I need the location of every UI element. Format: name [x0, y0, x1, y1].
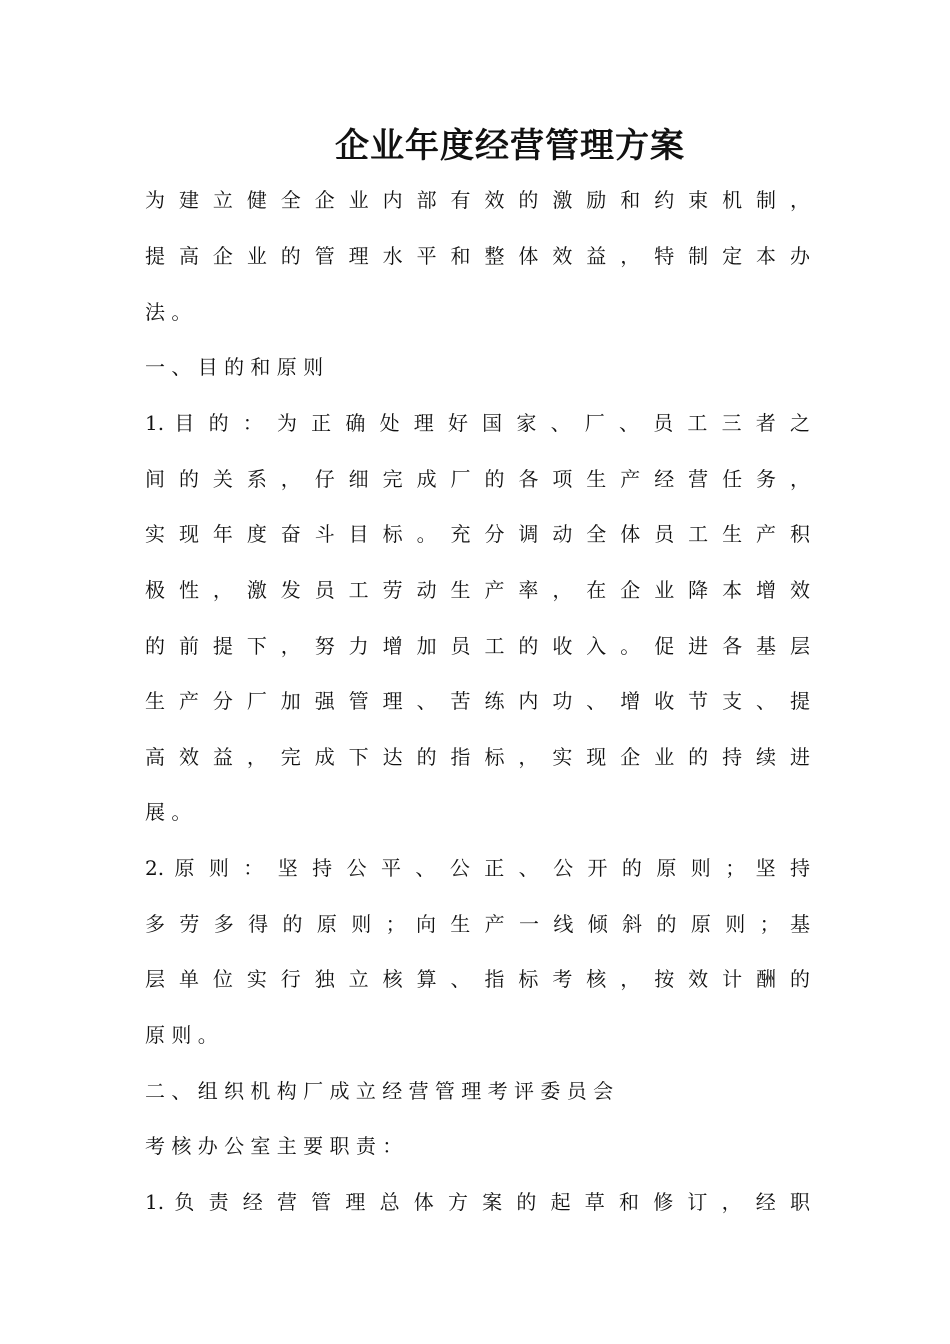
- paragraph-line: 展 。: [145, 800, 192, 824]
- paragraph-line: 提 高 企 业 的 管 理 水 平 和 整 体 效 益 ， 特 制 定 本 办: [145, 244, 810, 268]
- paragraph-line: 1. 负 责 经 营 管 理 总 体 方 案 的 起 草 和 修 订 ， 经 职: [145, 1190, 810, 1214]
- paragraph-line: 高 效 益 ， 完 成 下 达 的 指 标 ， 实 现 企 业 的 持 续 进: [145, 745, 810, 769]
- paragraph-line: 间 的 关 系 ， 仔 细 完 成 厂 的 各 项 生 产 经 营 任 务 ，: [145, 467, 810, 491]
- paragraph-line: 生 产 分 厂 加 强 管 理 、 苦 练 内 功 、 增 收 节 支 、 提: [145, 689, 810, 713]
- paragraph-line: 极 性 ， 激 发 员 工 劳 动 生 产 率 ， 在 企 业 降 本 增 效: [145, 578, 810, 602]
- paragraph-line: 1. 目 的 ： 为 正 确 处 理 好 国 家 、 厂 、 员 工 三 者 之: [145, 411, 810, 435]
- paragraph-line: 原 则 。: [145, 1023, 218, 1047]
- paragraph-line: 为 建 立 健 全 企 业 内 部 有 效 的 激 励 和 约 束 机 制 ，: [145, 188, 810, 212]
- paragraph-line: 多 劳 多 得 的 原 则 ； 向 生 产 一 线 倾 斜 的 原 则 ； 基: [145, 912, 810, 936]
- paragraph-line: 层 单 位 实 行 独 立 核 算 、 指 标 考 核 ， 按 效 计 酬 的: [145, 967, 810, 991]
- paragraph-line: 2. 原 则 ： 坚 持 公 平 、 公 正 、 公 开 的 原 则 ； 坚 持: [145, 856, 810, 880]
- section-heading: 一 、 目 的 和 原 则: [145, 355, 324, 379]
- section-heading: 二 、 组 织 机 构 厂 成 立 经 营 管 理 考 评 委 员 会: [145, 1079, 614, 1103]
- paragraph-line: 的 前 提 下 ， 努 力 增 加 员 工 的 收 入 。 促 进 各 基 层: [145, 634, 810, 658]
- paragraph-line: 考 核 办 公 室 主 要 职 责 ：: [145, 1134, 403, 1158]
- paragraph-line: 法 。: [145, 300, 192, 324]
- document-title: 企业年度经营管理方案: [335, 126, 685, 166]
- paragraph-line: 实 现 年 度 奋 斗 目 标 。 充 分 调 动 全 体 员 工 生 产 积: [145, 522, 810, 546]
